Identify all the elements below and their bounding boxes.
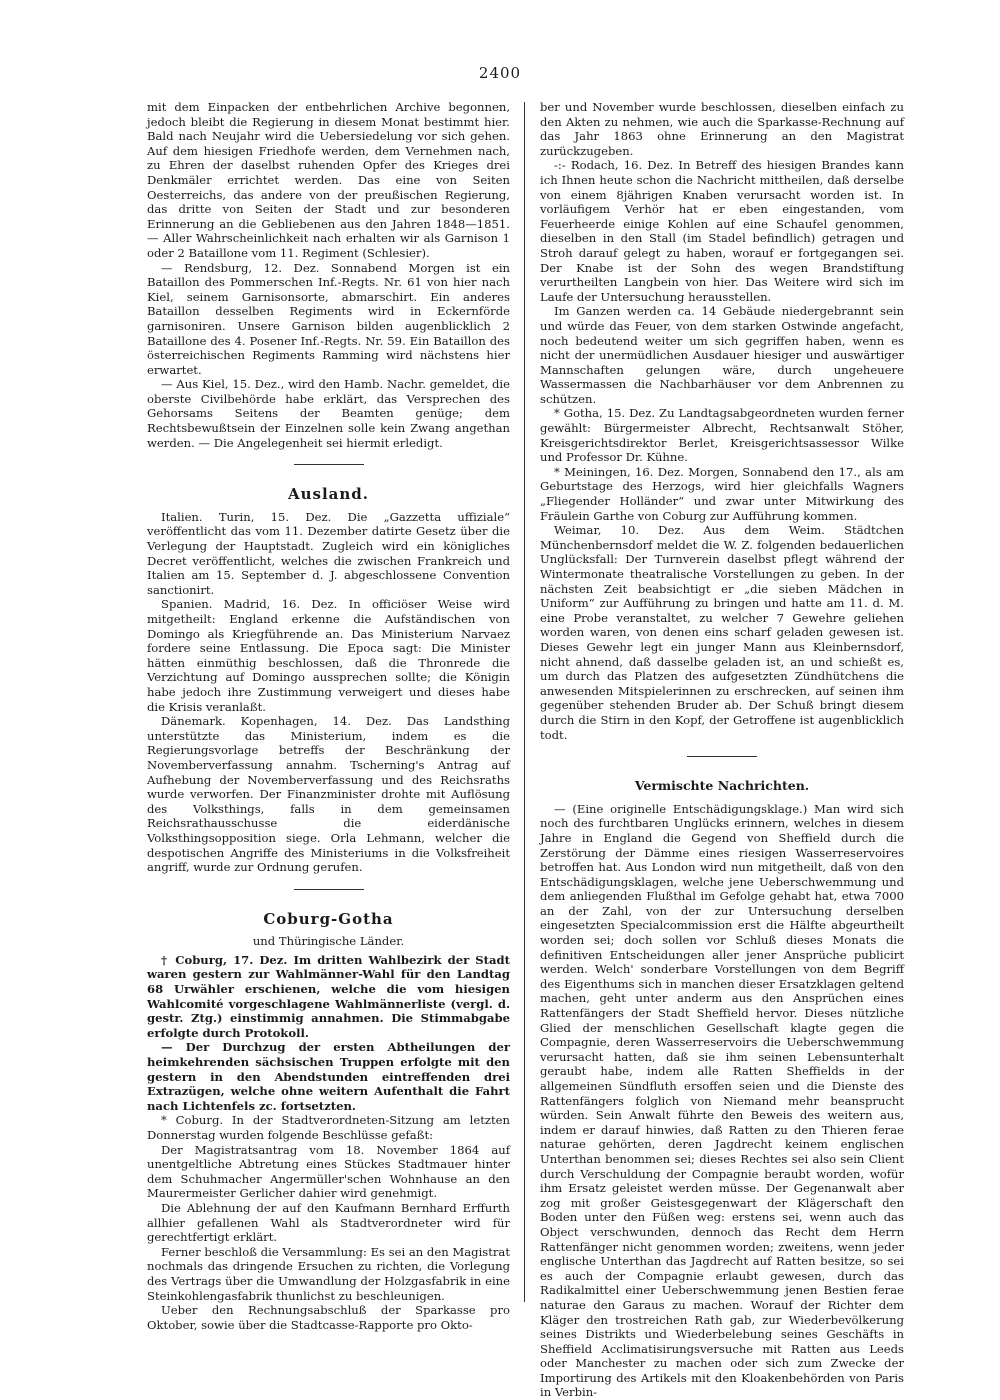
article-paragraph: mit dem Einpacken der entbehrlichen Archive begonnen, jedoch bleibt die Regierung in diesem Monat bestimmt hier. Bald nach Neujahr wird die Uebersiedelung vor sich gehen. Auf dem hiesigen Friedhofe werden, dem Vernehmen nach, zu Ehren der daselbst ruhenden Opfer des Krieges drei Denkmäler errichtet werden. Das eine von Seiten Oesterreichs, das andere von der preußischen Regierung, das dritte von Seiten der Stadt und zur besonderen Erinnerung an die Gebliebenen aus den Jahren 1848—1851. — Aller Wahrscheinlichkeit nach erhalten wir als Garnison 1 oder 2 Bataillone vom 11. Regiment (Schlesier).: [147, 100, 510, 260]
article-paragraph: ber und November wurde beschlossen, dieselben einfach zu den Akten zu nehmen, wie auch die Sparkasse-Rechnung auf das Jahr 1863 ohne Erinnerung an den Magistrat zurückzugeben.: [540, 100, 904, 158]
article-paragraph: Ferner beschloß die Versammlung: Es sei an den Magistrat nochmals das dringende Ersuchen zu richten, die Vorlegung des Vertrags über die Umwandlung der Holzgasfabrik in eine Steinkohlengasfabrik thunlichst zu beschleunigen.: [147, 1244, 511, 1303]
section-title-coburg-gotha: Coburg-Gotha: [263, 909, 394, 928]
article-paragraph: -:- Rodach, 16. Dez. In Betreff des hiesigen Brandes kann ich Ihnen heute schon die Nachricht mittheilen, daß derselbe von einem 8jährigen Knaben verursacht worden ist. In vorläufigem Verhör hat er eben eingestanden, vom Feuerheerde einige Kohlen auf eine Schaufel genommen, dieselben in den Stall (im Stadel befindlich) getragen und Stroh darauf gelegt zu haben, worauf er fortgegangen sei. Der Knabe ist der Sohn des wegen Brandstiftung verurtheilten Langbein von hier. Das Weitere wird sich im Laufe der Untersuchung herausstellen.: [540, 158, 904, 304]
article-paragraph: * Gotha, 15. Dez. Zu Landtagsabgeordneten wurden ferner gewählt: Bürgermeister Albrecht, Rechtsanwalt Stöher, Kreisgerichtsdirektor Berlet, Kreisgerichtsassessor Wilke und Professor Dr. Kühne.: [540, 406, 904, 465]
article-paragraph: Italien. Turin, 15. Dez. Die „Gazzetta uffiziale“ veröffentlicht das vom 11. Dezember datirte Gesetz über die Verlegung der Hauptstadt. Zugleich wird ein königliches Decret veröffentlicht, welches die zwischen Frankreich und Italien am 15. September d. J. abgeschlossene Convention sanctionirt.: [147, 509, 510, 597]
right-column: [540, 100, 904, 1400]
article-paragraph: — Rendsburg, 12. Dez. Sonnabend Morgen ist ein Bataillon des Pommerschen Inf.-Regts. Nr. 61 von hier nach Kiel, seinem Garnisonsorte, abmarschirt. Ein anderes Bataillon desselben Regiments wird in Eckernförde garnisoniren. Unsere Garnison bilden augenblicklich 2 Bataillone des 4. Posener Inf.-Regts. Nr. 59. Ein Bataillon des österreichischen Regiments Ramming wird nächstens hier erwartet.: [147, 260, 510, 377]
section-subtitle: und Thüringische Länder.: [252, 934, 405, 949]
article-paragraph: * Coburg. In der Stadtverordneten-Sitzung am letzten Donnerstag wurden folgende Beschlüsse gefaßt:: [147, 1113, 510, 1142]
article-paragraph: — Aus Kiel, 15. Dez., wird den Hamb. Nachr. gemeldet, die oberste Civilbehörde habe erklärt, das Versprechen des Gehorsams Seitens der Beamten genüge; dem Rechtsbewußtsein der Einzelnen solle kein Zwang angethan werden. — Die Angelegenheit sei hiermit erledigt.: [147, 377, 510, 450]
section-title-vermischte: Vermischte Nachrichten.: [634, 778, 810, 794]
left-column: [147, 100, 510, 1332]
article-paragraph: Die Ablehnung der auf den Kaufmann Bernhard Erffurth allhier gefallenen Wahl als Stadtverordneter wird für gerechtfertigt erklärt.: [147, 1200, 510, 1245]
article-paragraph: Dänemark. Kopenhagen, 14. Dez. Das Landsthing unterstützte das Ministerium, indem es die Regierungsvorlage betreffs der Beschränkung der Novemberverfassung annahm. Tscherning's Antrag auf Aufhebung der Novemberverfassung und des Reichsraths wurde verworfen. Der Finanzminister drohte mit Auflösung des Volksthings, falls in dem gemeinsamen Reichsrathausschusse die eiderdänische Volksthingsopposition siege. Orla Lehmann, welcher die despotischen Angriffe des Ministeriums in die Volksfreiheit angriff, wurde zur Ordnung gerufen.: [147, 714, 510, 875]
column-divider: [524, 102, 525, 1302]
page-number: 2400: [478, 64, 522, 82]
article-paragraph: Im Ganzen werden ca. 14 Gebäude niedergebrannt sein und würde das Feuer, von dem starken Ostwinde angefacht, noch bedeutend weiter um sich gegriffen haben, wenn es nicht der unermüdlichen Ausdauer hiesiger und auswärtiger Mannschaften gelungen wäre, durch ungeheuere Wassermassen die Nachbarhäuser vor dem Anbrennen zu schützen.: [540, 304, 904, 406]
article-paragraph: — (Eine originelle Entschädigungsklage.) Man wird sich noch des furchtbaren Unglücks erinnern, welches in diesem Jahre in England die Gegend von Sheffield durch die Zerstörung der Dämme eines riesigen Wasserreservoires betroffen hat. Aus London wird nun mitgetheilt, daß von den Entschädigungsklagen, welche jene Ueberschwemmung und dem anliegenden Flußthal im Gefolge gehabt hat, etwa 7000 an der Zahl, von der zur Untersuchung derselben eingesetzten Specialcommission erst die Hälfte abgeurtheilt worden sei; doch sollen vor Schluß dieses Monats die definitiven Entscheidungen aller jener Ansprüche publicirt werden. Welch' sonderbare Vorstellungen von dem Begriff des Eigenthums sich in manchen dieser Ersatzklagen geltend machen, geht unter anderm aus den Ansprüchen eines Rattenfängers der Stadt Sheffield hervor. Dieses nützliche Glied der menschlichen Gesellschaft klagte gegen die Compagnie, deren Wasserreservoirs die Ueberschwemmung verursacht hatten, daß sie ihm seinen Lebensunterhalt geraubt habe, indem alle Ratten Sheffields in der allgemeinen Sündfluth ersoffen seien und die Dienste des Rattenfängers folglich von Niemand mehr beansprucht würden. Sein Anwalt führte den Beweis des weitern aus, indem er darauf hinwies, daß Ratten zu den Thieren ferae naturae gehörten, deren Jagdrecht keinem englischen Unterthan benommen sei; dieses Rechtes sei also sein Client durch Verschuldung der Compagnie beraubt worden, wofür ihm Ersatz geleistet werden müsse. Der Gegenanwalt aber zog mit großer Geistesgegenwart der Klägerschaft den Boden unter den Füßen weg: erstens sei, wenn auch das Object verschwunden, dennoch das Recht dem Herrn Rattenfänger nicht genommen worden; zweitens, wenn jeder englische Unterthan das Jagdrecht auf Ratten besitze, so sei es auch der Compagnie erlaubt gewesen, durch das Radikalmittel einer Ueberschwemmung jenen Bestien ferae naturae den Garaus zu machen. Worauf der Richter dem Kläger den trostreichen Rath gab, zur Wiederbevölkerung seines Distrikts und Wiederbelebung seines Geschäfts in Sheffield Acclimatisirungsversuche mit Ratten aus Leeds oder Manchester zu machen oder sich zum Zwecke der Importirung des Artikels mit den Kloakenbehörden von Paris in Verbin-: [540, 801, 904, 1400]
article-paragraph: * Meiningen, 16. Dez. Morgen, Sonnabend den 17., als am Geburtstage des Herzogs, wird hier gleichfalls Wagners „Fliegender Holländer“ und zwar unter Mitwirkung des Fräulein Garthe von Coburg zur Aufführung kommen.: [540, 464, 904, 523]
section-title-ausland: Ausland.: [287, 485, 370, 504]
article-paragraph: Ueber den Rechnungsabschluß der Sparkasse pro Oktober, sowie über die Stadtcasse-Rapporte pro Okto-: [147, 1303, 510, 1332]
article-paragraph: — Der Durchzug der ersten Abtheilungen der heimkehrenden sächsischen Truppen erfolgte mit den gestern in den Abendstunden eintreffenden drei Extrazügen, welche ohne weitern Aufenthalt die Fahrt nach Lichtenfels zc. fortsetzten.: [147, 1040, 510, 1113]
separator-rule: [294, 889, 364, 890]
article-paragraph: Weimar, 10. Dez. Aus dem Weim. Städtchen Münchenbernsdorf meldet die W. Z. folgenden bedauerlichen Unglücksfall: Der Turnverein daselbst pflegt während der Wintermonate theatralische Vorstellungen zu geben. In der nächsten Zeit beabsichtigt er „die sieben Mädchen in Uniform“ zur Aufführung zu bringen und hatte am 11. d. M. eine Probe veranstaltet, zu welcher 7 Gewehre geliehen worden waren, von denen eins scharf geladen gewesen ist. Dieses Gewehr legt ein junger Mann aus Kleinbernsdorf, nicht ahnend, daß dasselbe geladen ist, an und schießt es, um durch das Platzen des aufgesetzten Zündhütchens die anwesenden Mitspielerinnen zu erschrecken, auf seinen ihm gegenüber stehenden Bruder ab. Der Schuß bringt diesem durch die Stirn in den Kopf, der Getroffene ist augenblicklich todt.: [540, 523, 904, 742]
article-paragraph: Der Magistratsantrag vom 18. November 1864 auf unentgeltliche Abtretung eines Stückes Stadtmauer hinter dem Schuhmacher Angermüller'schen Wohnhause an den Maurermeister Gerlicher dahier wird genehmigt.: [147, 1142, 510, 1201]
article-paragraph: Spanien. Madrid, 16. Dez. In officiöser Weise wird mitgetheilt: England erkenne die Aufständischen von Domingo als Kriegführende an. Das Ministerium Narvaez fordere seine Entlassung. Die Epoca sagt: Die Minister hätten einmüthig beschlossen, daß die Thronrede die Verzichtung auf Domingo aussprechen sollte; die Königin habe jedoch ihre Zustimmung verweigert und dieses habe die Krisis veranlaßt.: [147, 597, 510, 714]
separator-rule: [687, 756, 757, 757]
separator-rule: [294, 464, 364, 465]
article-paragraph: † Coburg, 17. Dez. Im dritten Wahlbezirk der Stadt waren gestern zur Wahlmänner-Wahl für den Landtag 68 Urwähler erschienen, welche die vom hiesigen Wahlcomité vorgeschlagene Wahlmännerliste (vergl. d. gestr. Ztg.) einstimmig annahmen. Die Stimmabgabe erfolgte durch Protokoll.: [147, 952, 510, 1040]
